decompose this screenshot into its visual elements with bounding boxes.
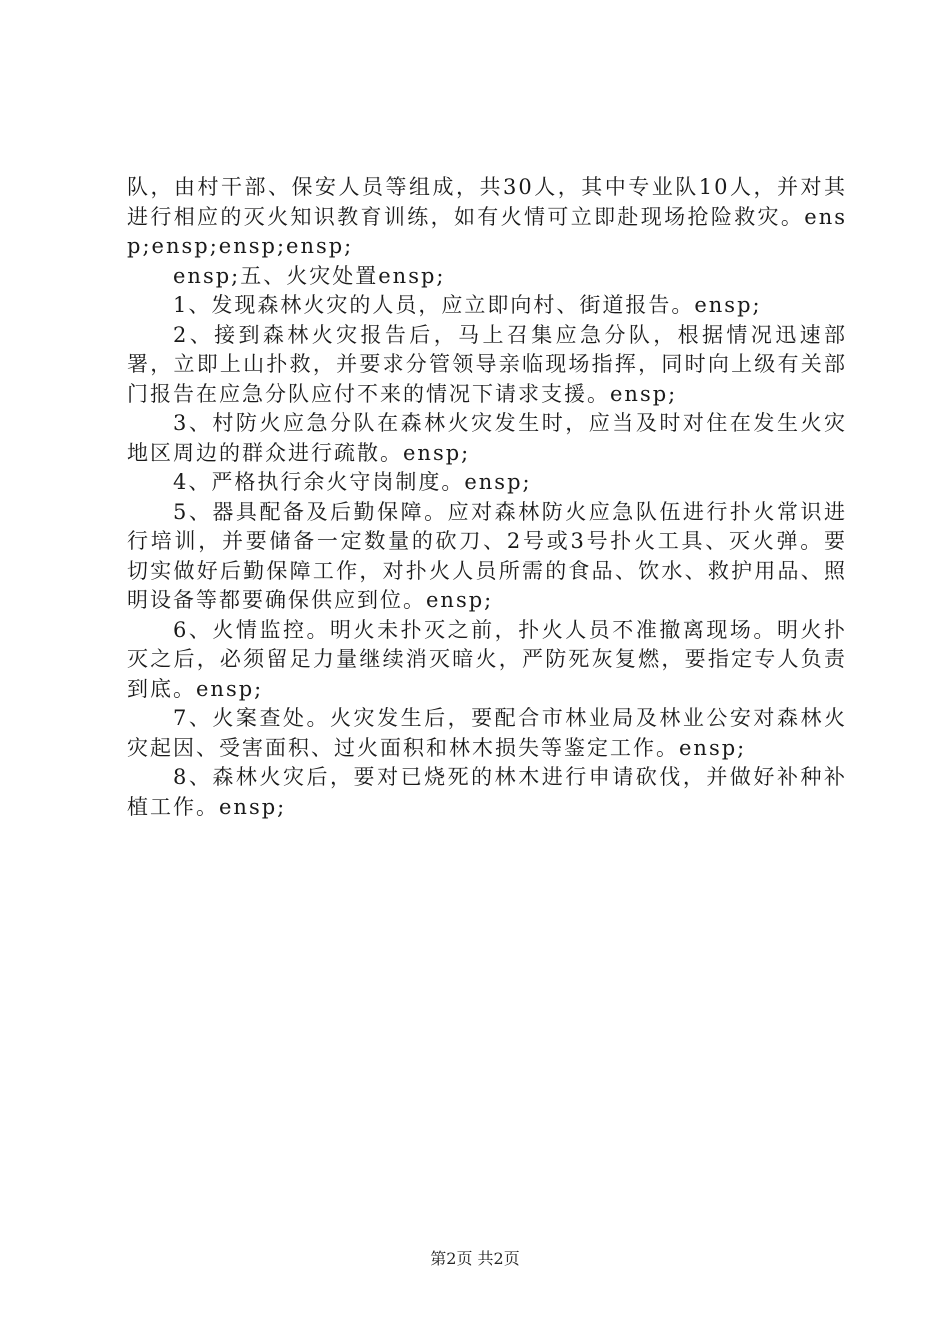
paragraph-10: 8、森林火灾后，要对已烧死的林木进行申请砍伐，并做好补种补植工作。ensp; [127, 765, 847, 819]
paragraph-5: 3、村防火应急分队在森林火灾发生时，应当及时对住在发生火灾地区周边的群众进行疏散。ensp; [127, 411, 847, 465]
page-number-footer: 第2页 共2页 [430, 1249, 520, 1268]
paragraph-3: 1、发现森林火灾的人员，应立即向村、街道报告。ensp; [173, 293, 762, 317]
paragraph-9: 7、火案查处。火灾发生后，要配合市林业局及林业公安对森林火灾起因、受害面积、过火面积和林木损失等鉴定工作。ensp; [127, 706, 847, 760]
paragraph-7: 5、器具配备及后勤保障。应对森林防火应急队伍进行扑火常识进行培训，并要储备一定数量的砍刀、2号或3号扑火工具、灭火弹。要切实做好后勤保障工作，对扑火人员所需的食品、饮水、救护用品、照明设备等都要确保供应到位。ensp; [127, 499, 847, 612]
paragraph-2-section-heading: ensp;五、火灾处置ensp; [173, 263, 446, 288]
document-body [127, 173, 847, 822]
paragraph-1: 队，由村干部、保安人员等组成，共30人，其中专业队10人，并对其进行相应的灭火知识教育训练，如有火情可立即赴现场抢险救灾。ensp;ensp;ensp;ensp; [127, 175, 847, 258]
paragraph-8: 6、火情监控。明火未扑灭之前，扑火人员不准撤离现场。明火扑灭之后，必须留足力量继续消灭暗火，严防死灰复燃，要指定专人负责到底。ensp; [127, 617, 847, 701]
paragraph-6: 4、严格执行余火守岗制度。ensp; [173, 470, 532, 494]
paragraph-4: 2、接到森林火灾报告后，马上召集应急分队，根据情况迅速部署，立即上山扑救，并要求分管领导亲临现场指挥，同时向上级有关部门报告在应急分队应付不来的情况下请求支援。ensp; [127, 322, 847, 406]
